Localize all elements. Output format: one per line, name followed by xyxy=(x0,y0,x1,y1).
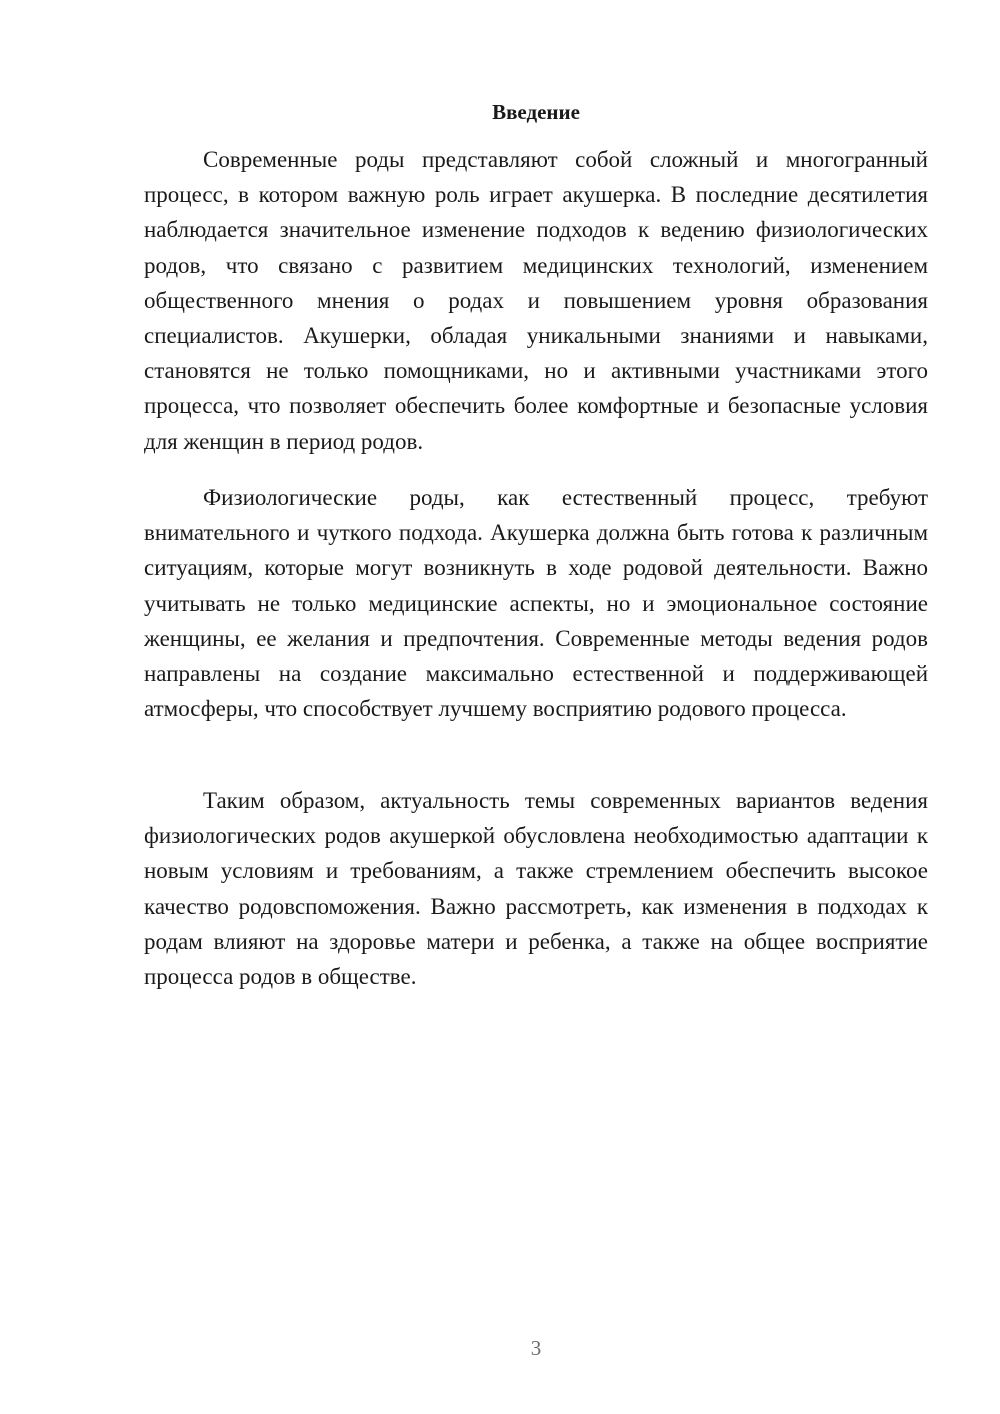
paragraph-3: Таким образом, актуальность темы современных вариантов ведения физиологических родов акушеркой обусловлена необходимостью адаптации к новым условиям и требованиям, а также стремлением обеспечить высокое качество родовспоможения. Важно рассмотреть, как изменения в подходах к родам влияют на здоровье матери и ребенка, а также на общее восприятие процесса родов в обществе. xyxy=(144,788,928,990)
page-number: 3 xyxy=(530,1336,542,1360)
paragraph-2: Физиологические роды, как естественный процесс, требуют внимательного и чуткого подхода. Акушерка должна быть готова к различным ситуациям, которые могут возникнуть в ходе родовой деятельности. Важно учитывать не только медицинские аспекты, но и эмоциональное состояние женщины, ее желания и предпочтения. Современные методы ведения родов направлены на создание максимально естественной и поддерживающей атмосферы, что способствует лучшему восприятию родового процесса. xyxy=(144,485,928,722)
paragraph-1: Современные роды представляют собой сложный и многогранный процесс, в котором важную роль играет акушерка. В последние десятилетия наблюдается значительное изменение подходов к ведению физиологических родов, что связано с развитием медицинских технологий, изменением общественного мнения о родах и повышением уровня образования специалистов. Акушерки, обладая уникальными знаниями и навыками, становятся не только помощниками, но и активными участниками этого процесса, что позволяет обеспечить более комфортные и безопасные условия для женщин в период родов. xyxy=(144,147,928,454)
section-heading: Введение xyxy=(492,100,580,124)
